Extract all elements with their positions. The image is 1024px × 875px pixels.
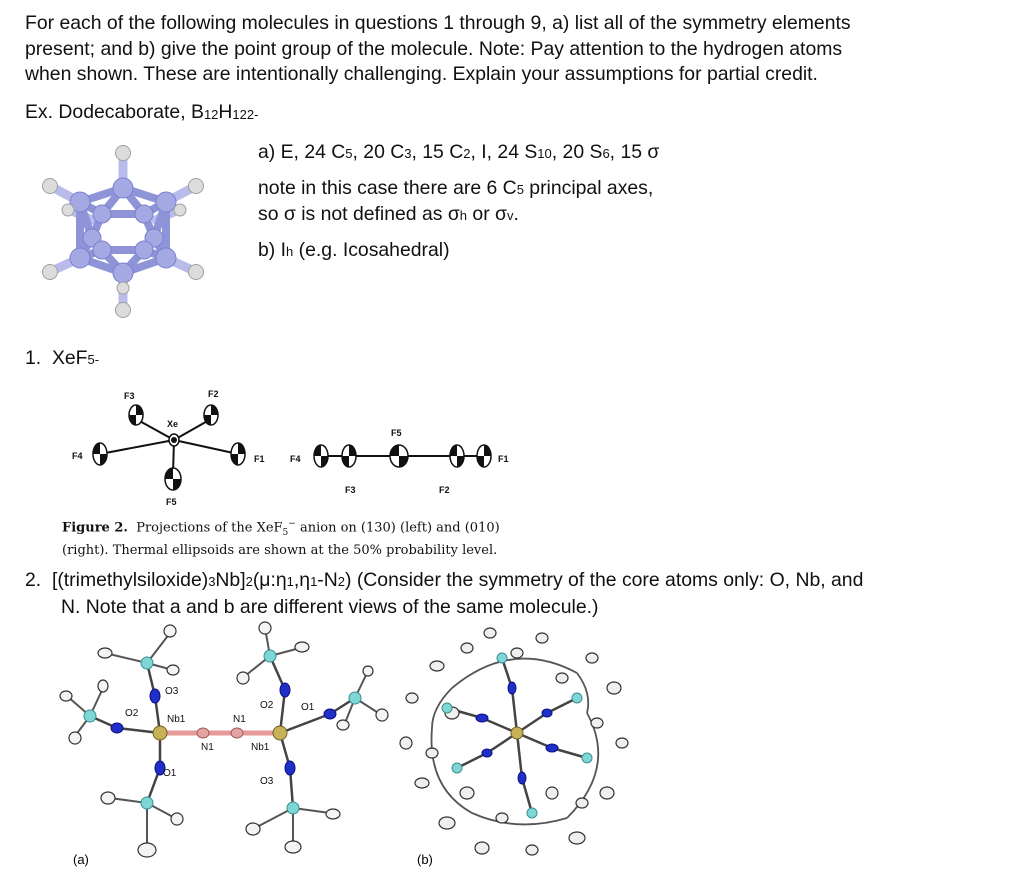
note bbox=[258, 176, 653, 228]
label-nb1-left: Nb1 bbox=[167, 714, 186, 725]
label-nb1-right: Nb1 bbox=[251, 742, 270, 753]
label-n1-top: N1 bbox=[233, 714, 246, 725]
dodecaborate-figure bbox=[32, 140, 217, 325]
instructions-line-2: present; and b) give the point group of the molecule. Note: Pay attention to the hydrogen atoms bbox=[25, 37, 843, 60]
question-1-heading: 1. XeF5- bbox=[25, 347, 100, 369]
label-f2-right: F2 bbox=[439, 485, 450, 495]
instructions-line-3: when shown. These are intentionally challenging. Explain your assumptions for partial credit. bbox=[25, 63, 818, 85]
label-f2-left: F2 bbox=[208, 389, 219, 399]
label-o2-left: O2 bbox=[125, 708, 139, 719]
label-f5-right: F5 bbox=[391, 428, 402, 438]
instructions bbox=[25, 11, 1000, 88]
question-2-heading: 2. [(trimethylsiloxide)3Nb]2(μ:η1,η1-N2) (Consider the symmetry of the core atoms only: O, Nb, and N. Note that a and b are different views of the same molecule.) bbox=[25, 569, 864, 618]
label-f3-left: F3 bbox=[124, 391, 135, 401]
label-n1-bottom: N1 bbox=[201, 742, 214, 753]
label-f1-right: F1 bbox=[498, 454, 509, 464]
label-f1-left: F1 bbox=[254, 454, 265, 464]
note-line-1: note in this case there are 6 C5 principal axes, bbox=[258, 177, 654, 199]
label-f5-left: F5 bbox=[166, 497, 177, 507]
label-f3-right: F3 bbox=[345, 485, 356, 495]
panel-b-label: (b) bbox=[417, 852, 433, 867]
answer-b: b) Ih (e.g. Icosahedral) bbox=[258, 239, 450, 261]
label-o1-left: O1 bbox=[163, 768, 177, 779]
note-line-2: so σ is not defined as σh or σv. bbox=[258, 203, 519, 225]
label-o1-right: O1 bbox=[301, 702, 315, 713]
label-o2-right: O2 bbox=[260, 700, 274, 711]
example-heading: Ex. Dodecaborate, B12H122- bbox=[25, 101, 259, 123]
answer-a: a) E, 24 C5, 20 C3, 15 C2, I, 24 S10, 20 S6, 15 σ bbox=[258, 141, 660, 163]
label-xe: Xe bbox=[167, 419, 179, 429]
instructions-line-1: For each of the following molecules in questions 1 through 9, a) list all of the symmetry elements bbox=[25, 12, 851, 34]
label-o3-left: O3 bbox=[165, 686, 179, 697]
q2-panel-a bbox=[55, 618, 400, 873]
label-o3-right: O3 bbox=[260, 776, 274, 787]
panel-a-label: (a) bbox=[73, 852, 89, 867]
figure-caption: Figure 2. Projections of the XeF$_5$− anion on (130) (left) and (010) (right). Thermal ellipsoids are shown at the 50% probability level. bbox=[62, 519, 500, 558]
label-f4-right: F4 bbox=[290, 454, 301, 464]
q2-panel-b bbox=[392, 618, 637, 873]
label-f4-left: F4 bbox=[72, 451, 83, 461]
xef5-figure bbox=[62, 384, 532, 514]
